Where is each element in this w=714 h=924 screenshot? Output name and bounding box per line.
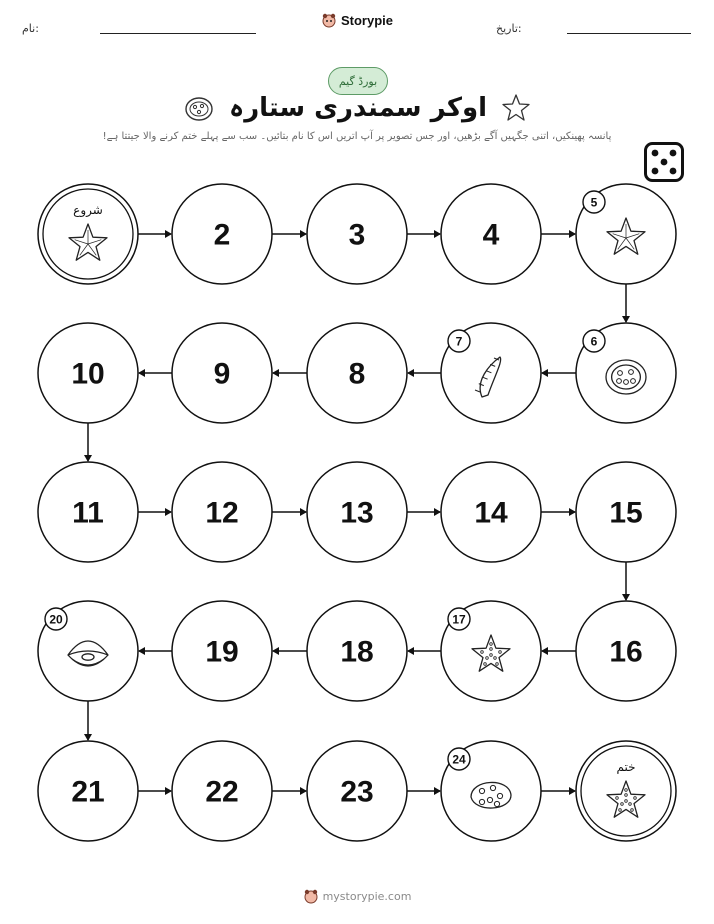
cell-number: 4 — [482, 218, 500, 252]
date-label: تاریخ: — [496, 22, 522, 35]
board-cell-2 — [172, 184, 272, 284]
board-cell-20 — [38, 601, 138, 701]
board-cell-7 — [441, 323, 541, 423]
board-cell-18 — [307, 601, 407, 701]
board-cell-25 — [576, 741, 676, 841]
cell-number: 2 — [213, 218, 231, 252]
board-cell-1 — [38, 184, 138, 284]
board-cell-23 — [307, 741, 407, 841]
cell-number: 9 — [213, 357, 231, 391]
board-cell-8 — [307, 323, 407, 423]
board-cells — [38, 184, 676, 841]
finish-label: ختم — [616, 760, 636, 774]
cell-number: 6 — [590, 334, 598, 349]
board-cell-4 — [441, 184, 541, 284]
board-cell-12 — [172, 462, 272, 562]
cell-number: 11 — [72, 496, 104, 530]
cell-number: 18 — [340, 635, 374, 669]
cell-number: 8 — [348, 357, 366, 391]
brand-name: Storypie — [340, 12, 393, 28]
cell-number: 23 — [340, 775, 374, 809]
cell-number: 19 — [205, 635, 239, 669]
board-cell-9 — [172, 323, 272, 423]
board-cell-5 — [576, 184, 676, 284]
cell-number: 22 — [205, 775, 239, 809]
cell-number: 12 — [205, 496, 239, 530]
footer-url[interactable]: mystorypie.com — [322, 889, 412, 903]
cell-number: 17 — [452, 612, 466, 627]
cell-number: 14 — [474, 496, 508, 530]
cell-number: 21 — [71, 775, 105, 809]
footer — [0, 888, 714, 907]
name-label: نام: — [22, 22, 39, 35]
page-title: اوکر سمندری ستارہ — [228, 93, 488, 123]
cell-number: 15 — [609, 496, 643, 530]
board-cell-6 — [576, 323, 676, 423]
board-game-badge: بورڈ گیم — [328, 67, 388, 95]
board-cell-17 — [441, 601, 541, 701]
cell-number: 16 — [609, 635, 643, 669]
board-cell-14 — [441, 462, 541, 562]
cell-number: 3 — [348, 218, 366, 252]
board-cell-3 — [307, 184, 407, 284]
instructions: پانسہ پھینکیں، اتنی جگہیں آگے بڑھیں، اور جس تصویر پر آپ اتریں اس کا نام بتائیں۔ سب سے پہلے ختم کرنے والا جیتتا ہے! — [102, 131, 612, 142]
board-cell-13 — [307, 462, 407, 562]
start-label: شروع — [73, 203, 103, 217]
cell-number: 7 — [455, 334, 463, 349]
board-cell-21 — [38, 741, 138, 841]
board-cell-11 — [38, 462, 138, 562]
cell-number: 24 — [452, 752, 466, 767]
cell-number: 5 — [590, 195, 598, 210]
board-cell-10 — [38, 323, 138, 423]
cell-number: 13 — [340, 496, 374, 530]
storypie-footer-logo-icon — [303, 888, 319, 904]
board-cell-16 — [576, 601, 676, 701]
board-cell-19 — [172, 601, 272, 701]
cell-number: 20 — [49, 612, 63, 627]
cell-number: 10 — [71, 357, 105, 391]
board-cell-22 — [172, 741, 272, 841]
board-cell-15 — [576, 462, 676, 562]
board-cell-24 — [441, 741, 541, 841]
